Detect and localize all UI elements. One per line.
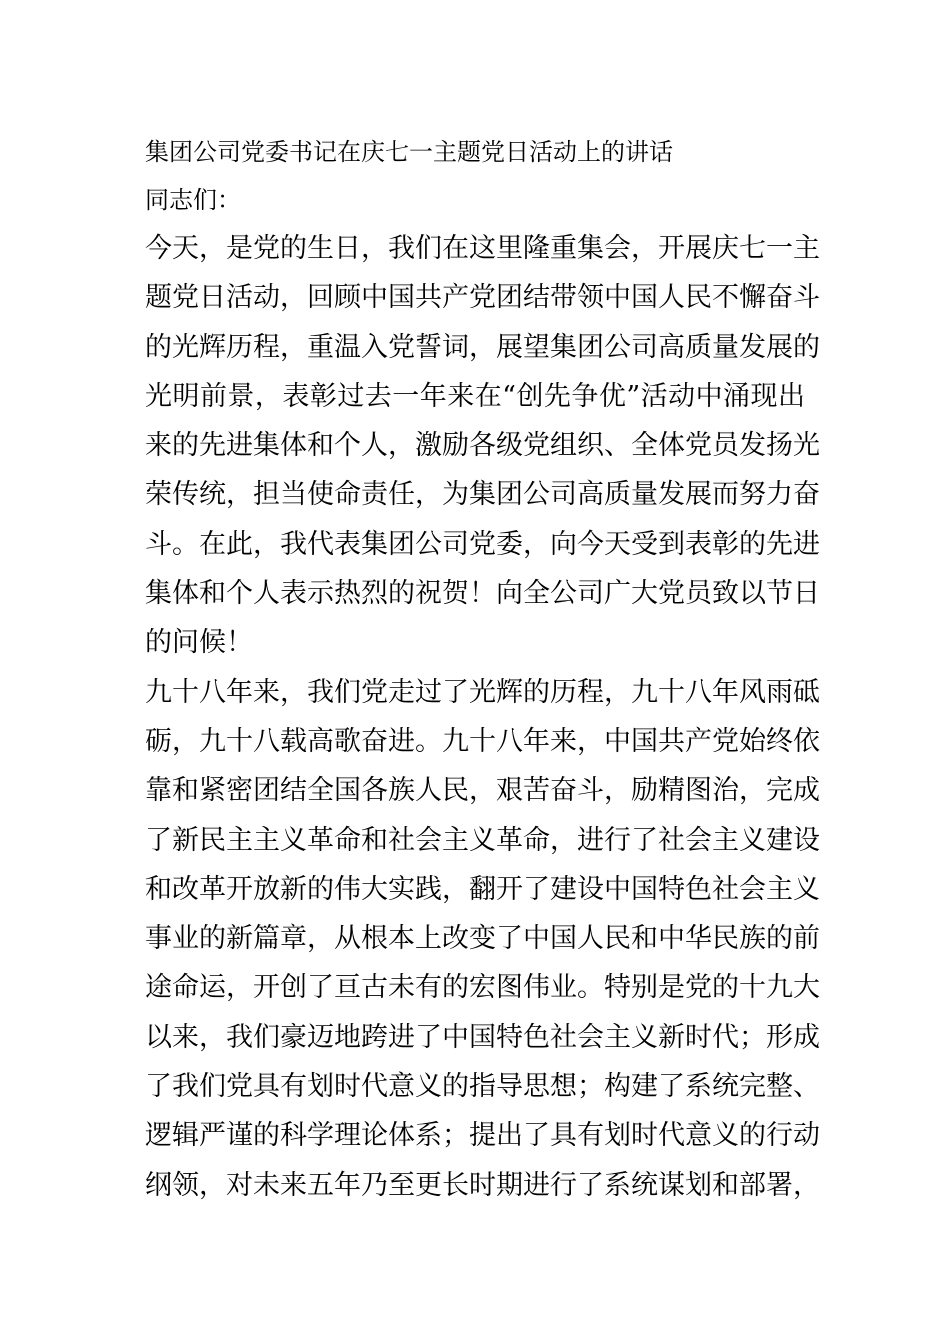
text-line: 事业的新篇章，从根本上改变了中国人民和中华民族的前 xyxy=(145,923,820,955)
text-line: 砺，九十八载高歌奋进。九十八年来，中国共产党始终依 xyxy=(145,725,820,757)
text-line: 纲领，对未来五年乃至更长时期进行了系统谋划和部署， xyxy=(145,1169,820,1201)
text-line: 和改革开放新的伟大实践，翻开了建设中国特色社会主义 xyxy=(145,873,820,905)
paragraph-2 xyxy=(145,668,820,1210)
text-line: 荣传统，担当使命责任，为集团公司高质量发展而努力奋 xyxy=(145,479,820,511)
text-line: 斗。在此，我代表集团公司党委，向今天受到表彰的先进 xyxy=(145,528,820,560)
text-line: 途命运，开创了亘古未有的宏图伟业。特别是党的十九大 xyxy=(145,972,820,1004)
text-line: 逻辑严谨的科学理论体系；提出了具有划时代意义的行动 xyxy=(145,1120,820,1152)
text-line: 来的先进集体和个人，激励各级党组织、全体党员发扬光 xyxy=(145,430,820,462)
text-line: 了我们党具有划时代意义的指导思想；构建了系统完整、 xyxy=(145,1071,820,1103)
text-line: 靠和紧密团结全国各族人民，艰苦奋斗，励精图治，完成 xyxy=(145,775,820,807)
paragraph-1 xyxy=(145,224,820,668)
text-line: 以来，我们豪迈地跨进了中国特色社会主义新时代；形成 xyxy=(145,1021,820,1053)
text-line: 题党日活动，回顾中国共产党团结带领中国人民不懈奋斗 xyxy=(145,282,820,314)
text-line: 光明前景，表彰过去一年来在“创先争优”活动中涌现出 xyxy=(145,380,805,412)
document-title: 集团公司党委书记在庆七一主题党日活动上的讲话 xyxy=(145,138,673,166)
text-line: 的光辉历程，重温入党誓词，展望集团公司高质量发展的 xyxy=(145,331,820,363)
salutation: 同志们： xyxy=(145,186,241,214)
text-line: 集体和个人表示热烈的祝贺！向全公司广大党员致以节日 xyxy=(145,578,820,610)
text-line: 今天，是党的生日，我们在这里隆重集会，开展庆七一主 xyxy=(145,233,820,264)
text-line: 九十八年来，我们党走过了光辉的历程，九十八年风雨砥 xyxy=(145,676,820,708)
document-page xyxy=(145,128,820,1210)
text-line: 的问候！ xyxy=(145,627,253,659)
text-line: 了新民主主义革命和社会主义革命，进行了社会主义建设 xyxy=(145,824,820,856)
